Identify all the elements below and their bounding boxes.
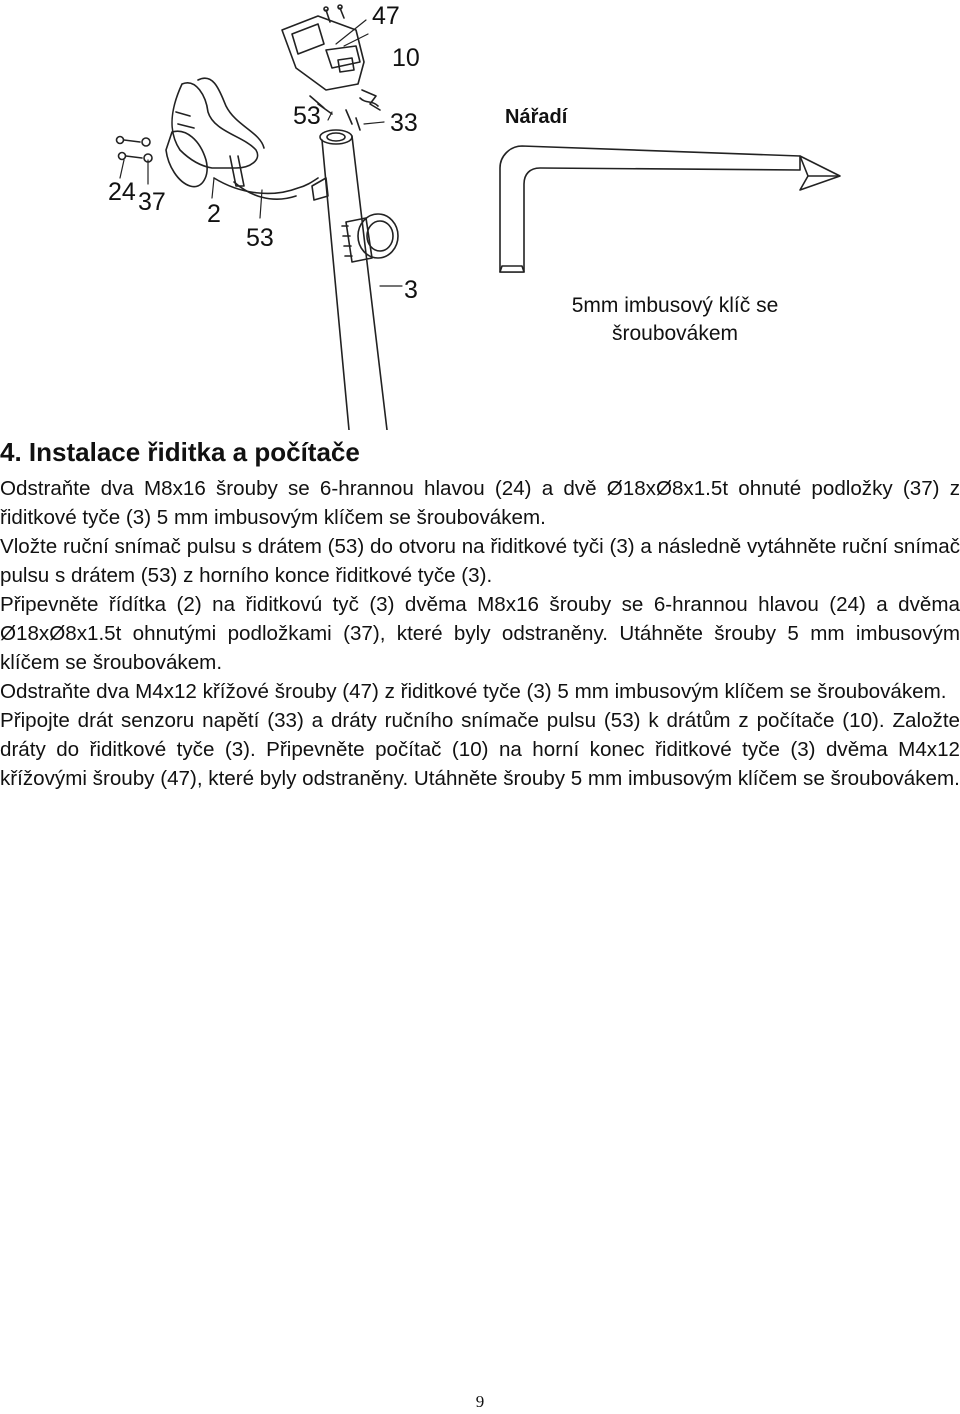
section-heading: 4. Instalace řiditka a počítače	[0, 437, 360, 467]
handlebar	[166, 78, 264, 187]
callout-10: 10	[392, 44, 420, 72]
screws-24-washers-37	[117, 137, 153, 163]
wire-connectors	[346, 90, 380, 130]
pulse-wire	[214, 178, 318, 199]
assembly-diagram	[0, 0, 960, 430]
tool-caption	[540, 292, 810, 348]
instruction-paragraph: Odstraňte dva M4x12 křížové šrouby (47) z řiditkové tyče (3) 5 mm imbusovým klíčem se šroubovákem.	[0, 680, 947, 703]
instruction-paragraph: Odstraňte dva M8x16 šrouby se 6-hrannou hlavou (24) a dvě Ø18xØ8x1.5t ohnuté podložky (37) z řiditkové tyče (3) 5 mm imbusovým klíčem se šroubovákem.	[0, 477, 960, 529]
tool-caption-line1: 5mm imbusový klíč se	[571, 294, 779, 317]
tools-title: Nářadí	[505, 106, 568, 128]
callout-3: 3	[404, 276, 418, 304]
callout-47: 47	[372, 2, 400, 30]
callout-53-top: 53	[293, 102, 321, 130]
instruction-paragraph: Připojte drát senzoru napětí (33) a dráty ručního snímače pulsu (53) k drátům z počítače (10). Založte dráty do řiditkové tyče (3). Připevněte počítač (10) na horní konec řiditkové tyče (3) dvěma M4x12 křížovými šrouby (47), které byly odstraněny. Utáhněte šrouby 5 mm imbusovým klíčem se šroubovákem.	[0, 709, 960, 790]
callout-24: 24	[108, 178, 136, 206]
instruction-paragraph: Vložte ruční snímač pulsu s drátem (53) do otvoru na řiditkové tyči (3) a následně vytáhněte ruční snímač pulsu s drátem (53) z horního konce řiditkové tyče (3).	[0, 535, 960, 587]
callout-37: 37	[138, 188, 166, 216]
handlebar-post	[312, 130, 387, 430]
tool-caption-line2: šroubovákem	[611, 322, 739, 345]
tension-knob	[342, 214, 398, 262]
allen-key-icon	[500, 146, 840, 272]
callout-2: 2	[207, 200, 221, 228]
page-number: 9	[475, 1392, 485, 1411]
callout-53-bottom: 53	[246, 224, 274, 252]
callout-33: 33	[390, 109, 418, 137]
instruction-paragraph: Připevněte řídítka (2) na řiditkovú tyč (3) dvěma M8x16 šrouby se 6-hrannou hlavou (24) a dvěma Ø18xØ8x1.5t ohnutými podložkami (37), které byly odstraněny. Utáhněte šrouby 5 mm imbusovým klíčem se šroubovákem.	[0, 593, 960, 674]
instructions	[0, 474, 960, 793]
